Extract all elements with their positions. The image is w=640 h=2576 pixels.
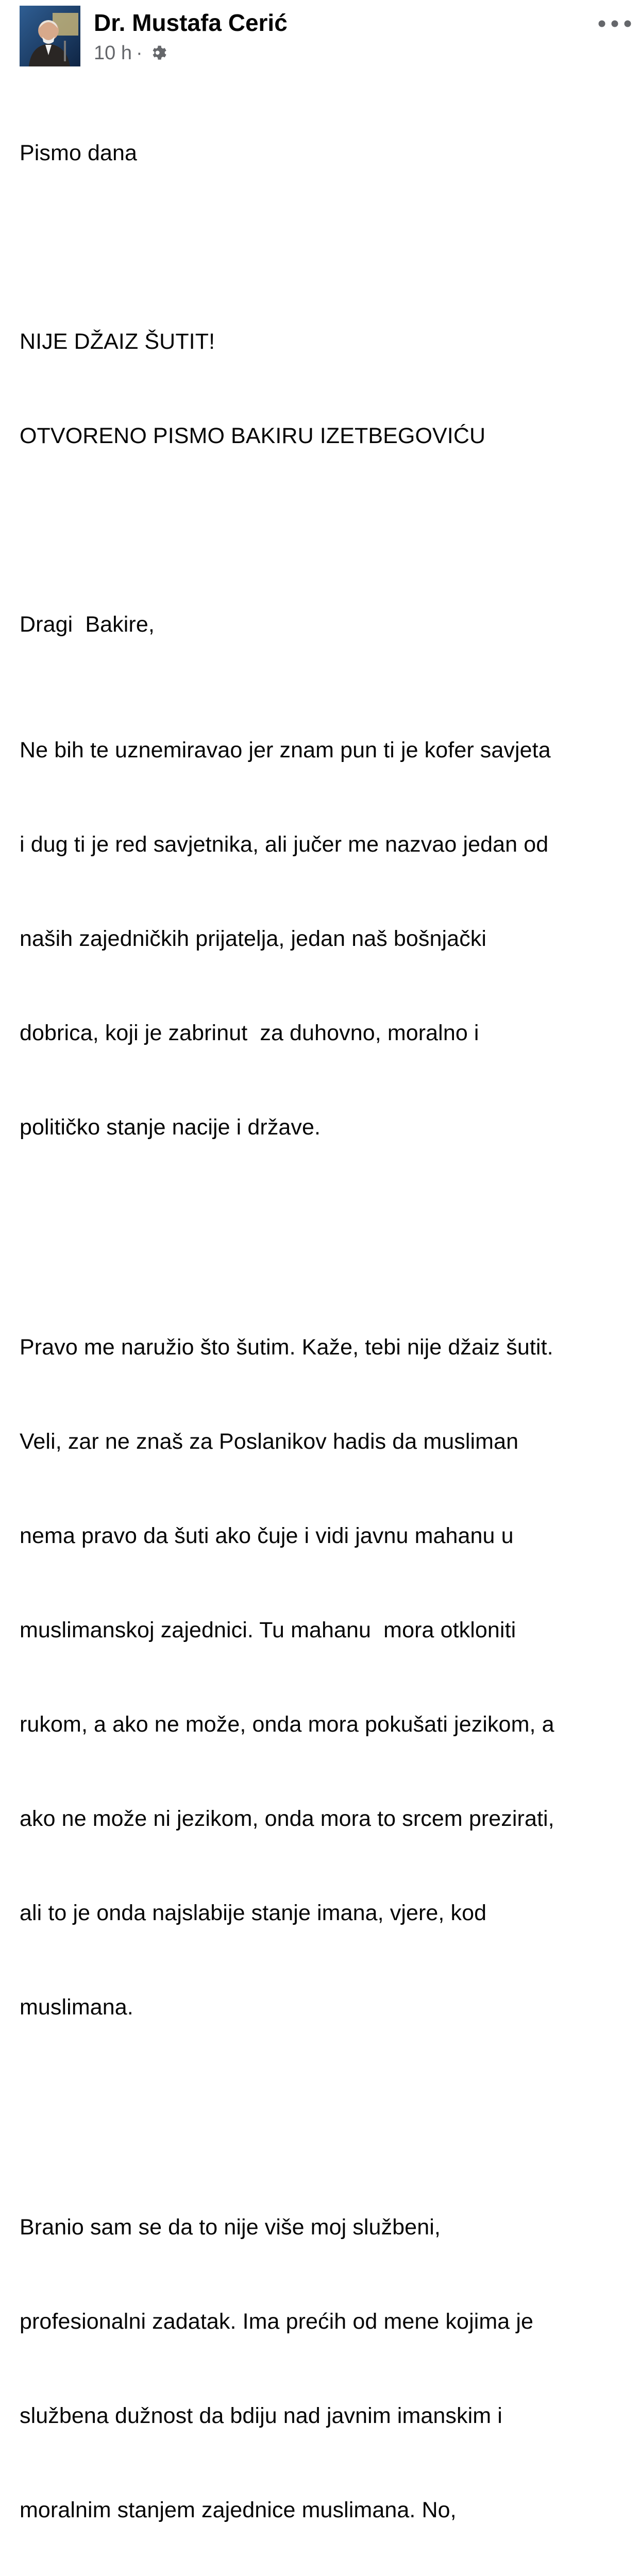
text-line: dobrica, koji je zabrinut za duhovno, moralno i <box>20 1021 479 1045</box>
gear-icon[interactable] <box>150 44 169 62</box>
more-options-button[interactable] <box>596 13 634 34</box>
author-avatar[interactable] <box>20 6 80 66</box>
text-line: službena dužnost da bdiju nad javnim imanskim i <box>20 2403 502 2428</box>
text-line: naših zajedničkih prijatelja, jedan naš bošnjački <box>20 926 487 951</box>
paragraph-break <box>20 515 633 546</box>
post-timestamp[interactable]: 10 h <box>94 42 132 64</box>
meta-separator: · <box>136 42 143 64</box>
profile-photo-icon <box>20 6 80 66</box>
author-name[interactable]: Dr. Mustafa Cerić <box>94 9 288 36</box>
text-line: rukom, a ako ne može, onda mora pokušati jezikom, a <box>20 1712 554 1737</box>
text-line: Pravo me naružio što šutim. Kaže, tebi nije džaiz šutit. <box>20 1335 553 1360</box>
letter-greeting: Dragi Bakire, <box>20 612 155 637</box>
post-lead: Pismo dana <box>20 141 138 165</box>
post-meta <box>94 41 169 65</box>
text-line: nema pravo da šuti ako čuje i vidi javnu mahanu u <box>20 1523 514 1548</box>
more-dots-icon <box>596 19 634 29</box>
paragraph-break <box>20 232 633 263</box>
text-line: Ne bih te uznemiravao jer znam pun ti je kofer savjeta <box>20 738 551 762</box>
text-line: političko stanje nacije i države. <box>20 1115 321 1140</box>
post-header <box>0 0 640 77</box>
paragraph-break <box>20 2086 633 2117</box>
text-line: i dug ti je red savjetnika, ali jučer me nazvao jedan od <box>20 832 549 857</box>
text-line: Veli, zar ne znaš za Poslanikov hadis da musliman <box>20 1429 519 1454</box>
text-line: ako ne može ni jezikom, onda mora to srcem prezirati, <box>20 1806 554 1831</box>
text-line: profesionalni zadatak. Ima prećih od mene kojima je <box>20 2309 534 2334</box>
text-line: ali to je onda najslabije stanje imana, vjere, kod <box>20 1901 487 1925</box>
text-line: muslimana. <box>20 1995 133 2020</box>
letter-title-line-1: NIJE DŽAIZ ŠUTIT! <box>20 329 215 354</box>
text-line: muslimanskoj zajednici. Tu mahanu mora otkloniti <box>20 1618 516 1642</box>
post-text <box>20 75 633 2576</box>
text-line: moralnim stanjem zajednice muslimana. No, <box>20 2498 457 2522</box>
letter-title-line-2: OTVORENO PISMO BAKIRU IZETBEGOVIĆU <box>20 423 486 448</box>
paragraph-break <box>20 1206 633 1238</box>
text-line: Branio sam se da to nije više moj službeni, <box>20 2215 441 2240</box>
